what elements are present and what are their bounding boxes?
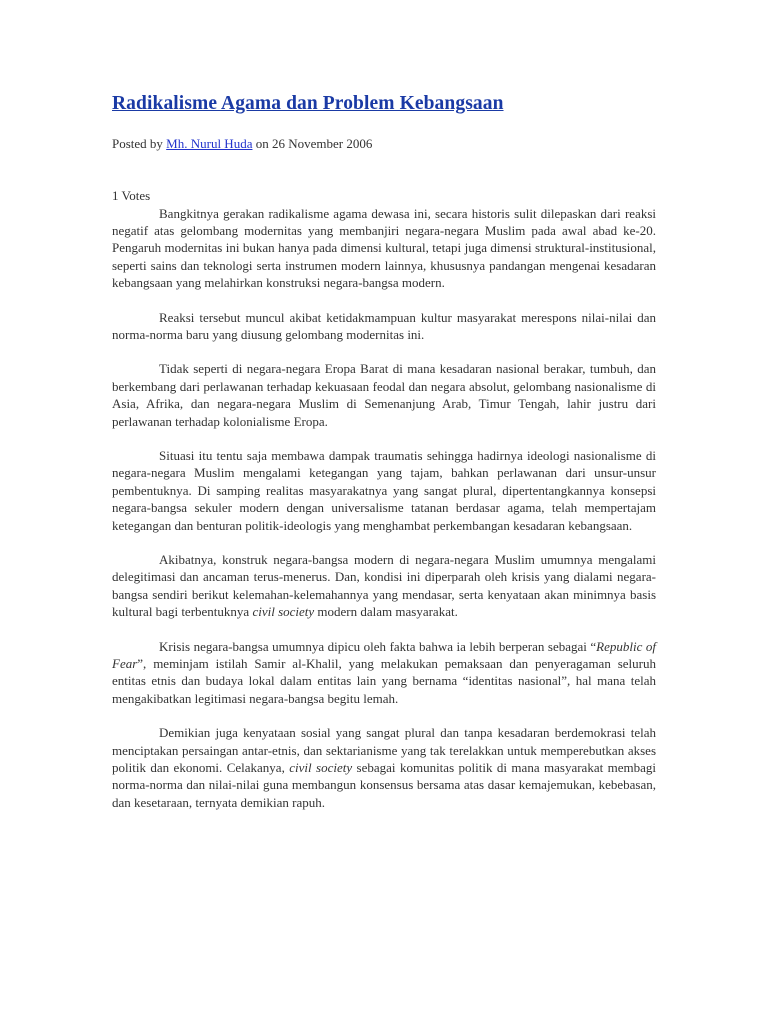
paragraph-text: sebagai komunitas politik di mana masyarakat membagi norma-norma dan nilai-nilai guna membangun konsensus bersama atas dasar kemajemukan, kebebasan, dan kesetaraan, ternyata demikian rapuh.: [112, 760, 656, 810]
article-paragraph: [112, 638, 656, 708]
paragraph-text: Situasi itu tentu saja membawa dampak traumatis sehingga hadirnya ideologi nasionalisme di negara-negara Muslim mengalami ketegangan yang tajam, bahkan perlawanan dari unsur-unsur pembentuknya. Di samping realitas masyarakatnya yang sangat plural, dipertentangkannya konsepsi negara-bangsa sekuler modern dengan universalisme tatanan berdasar agama, telah mempertajam ketegangan dan benturan politik-ideologis yang menghambat perkembangan kesadaran kebangsaan.: [112, 447, 656, 533]
byline-date: on 26 November 2006: [252, 136, 373, 151]
article: [112, 90, 656, 828]
article-paragraph: [112, 447, 656, 534]
article-paragraph: [112, 724, 656, 811]
author-link[interactable]: Mh. Nurul Huda: [166, 136, 253, 151]
paragraph-text: Tidak seperti di negara-negara Eropa Barat di mana kesadaran nasional berakar, tumbuh, dan berkembang dari perlawanan terhadap kekuasaan feodal dan negara absolut, gelombang nasionalisme di Asia, Afrika, dan negara-negara Muslim di Semenanjung Arab, Timur Tengah, lahir justru dari perlawanan terhadap kolonialisme Eropa.: [112, 361, 656, 429]
article-body: [112, 205, 656, 812]
paragraph-text: modern dalam masyarakat.: [314, 604, 458, 620]
byline-prefix: Posted by: [112, 136, 167, 151]
italic-text: civil society: [289, 760, 353, 776]
paragraph-text: ”, meminjam istilah Samir al-Khalil, yang melakukan pemaksaan dan penyeragaman seluruh entitas etnis dan budaya lokal dalam entitas lain yang bernama “identitas nasional”, hal mana telah mengakibatkan legitimasi negara-bangsa begitu lemah.: [112, 656, 656, 706]
votes-count: 1 Votes: [112, 188, 151, 203]
article-paragraph: [112, 360, 656, 430]
paragraph-text: Reaksi tersebut muncul akibat ketidakmampuan kultur masyarakat merespons nilai-nilai dan norma-norma baru yang diusung gelombang modernitas ini.: [112, 309, 656, 342]
article-paragraph: [112, 205, 656, 292]
paragraph-text: Akibatnya, konstruk negara-bangsa modern di negara-negara Muslim umumnya mengalami delegitimasi dan ancaman terus-menerus. Dan, kondisi ini diperparah oleh krisis yang dialami negara-bangsa sendiri berikut kelemahan-kelemahannya yang mendasar, serta kenyataan akan minimnya basis kultural bagi terbentuknya: [112, 552, 656, 620]
article-title-link[interactable]: Radikalisme Agama dan Problem Kebangsaan: [112, 93, 504, 114]
italic-text: Republic of Fear: [112, 638, 657, 672]
paragraph-text: Demikian juga kenyataan sosial yang sangat plural dan tanpa kesadaran berdemokrasi telah menciptakan persaingan antar-etnis, dan sektarianisme yang tak terelakkan untuk memperebutkan akses politik dan ekonomi. Celakanya,: [112, 725, 656, 776]
paragraph-text: Krisis negara-bangsa umumnya dipicu oleh fakta bahwa ia lebih berperan sebagai “: [159, 638, 597, 654]
byline: [112, 135, 656, 153]
article-paragraph: [112, 309, 656, 344]
italic-text: civil society: [252, 604, 315, 620]
paragraph-text: Bangkitnya gerakan radikalisme agama dewasa ini, secara historis sulit dilepaskan dari reaksi negatif atas gelombang modernitas yang membanjiri negara-negara Muslim pada awal abad ke-20. Pengaruh modernitas ini bukan hanya pada dimensi kultural, tetapi juga dimensi struktural-institusional, seperti sains dan teknologi serta instrumen modern lainnya, khususnya pandangan mengenai kesadaran kebangsaan yang melahirkan konstruksi negara-bangsa modern.: [112, 205, 656, 291]
article-paragraph: [112, 551, 656, 621]
